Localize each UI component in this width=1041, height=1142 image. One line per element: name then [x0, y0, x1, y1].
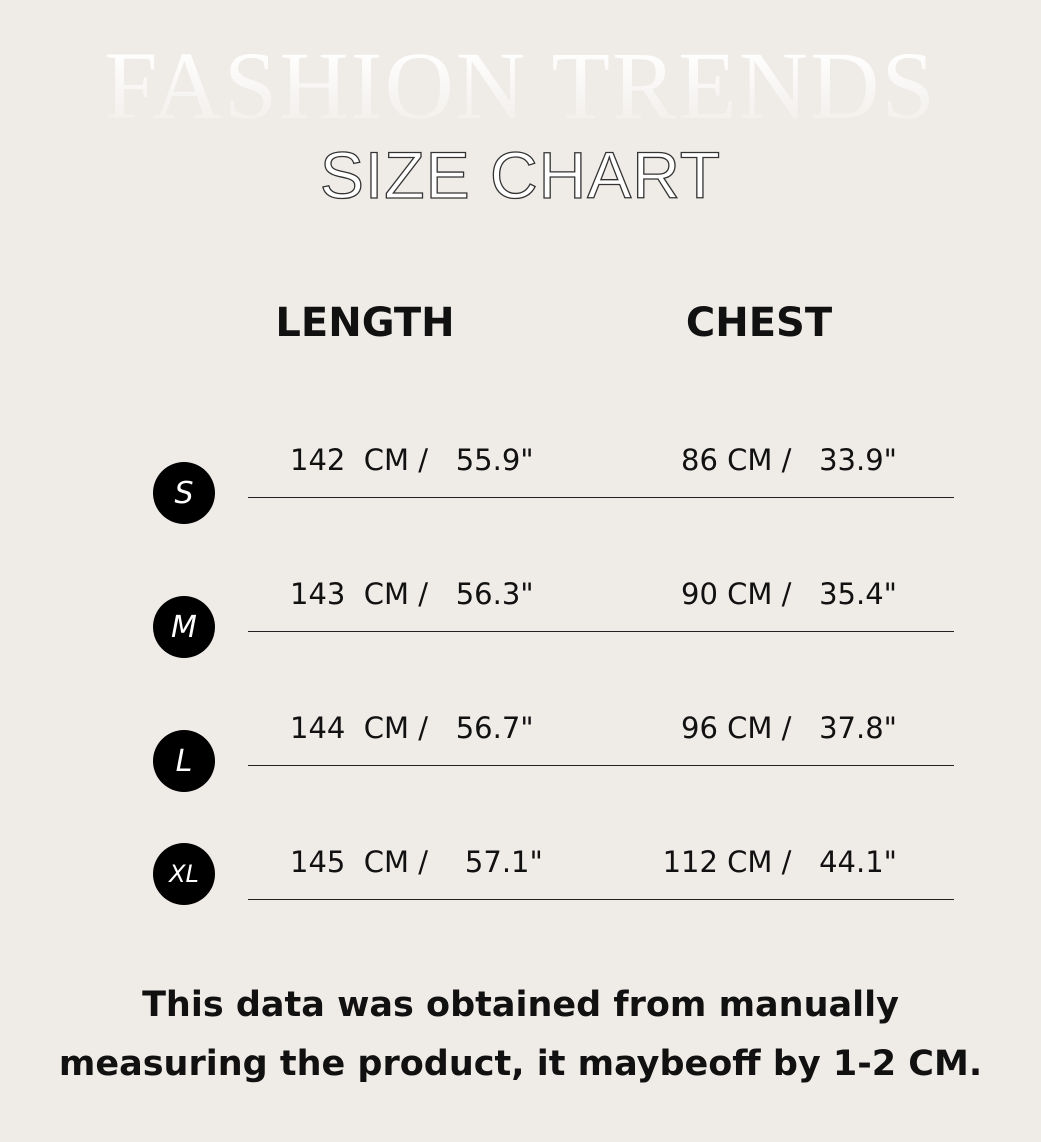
footer-note-line2: measuring the product, it maybeoff by 1-2 CM. [58, 1044, 983, 1084]
row-divider [248, 497, 954, 498]
size-badge: L [153, 730, 215, 792]
row-divider [248, 631, 954, 632]
chest-value: 86 CM / 33.9" [681, 443, 897, 477]
size-badge: S [153, 462, 215, 524]
chest-value: 96 CM / 37.8" [681, 711, 897, 745]
length-value: 144 CM / 56.7" [290, 711, 534, 745]
length-value: 143 CM / 56.3" [290, 577, 534, 611]
row-divider [248, 899, 954, 900]
size-row-s [0, 431, 1041, 565]
length-value: 142 CM / 55.9" [290, 443, 534, 477]
row-divider [248, 765, 954, 766]
size-badge: M [153, 596, 215, 658]
page-title: SIZE CHART [319, 138, 722, 212]
header-length: LENGTH [275, 300, 455, 346]
chest-value: 90 CM / 35.4" [681, 577, 897, 611]
length-value: 145 CM / 57.1" [290, 845, 543, 879]
size-row-l [0, 699, 1041, 833]
size-row-m [0, 565, 1041, 699]
watermark-text: FASHION TRENDS [0, 38, 1041, 134]
size-badge: XL [153, 843, 215, 905]
footer-note-line1: This data was obtained from manually [142, 985, 899, 1025]
size-row-xl [0, 833, 1041, 967]
header-chest: CHEST [685, 300, 833, 346]
chest-value: 112 CM / 44.1" [662, 845, 897, 879]
